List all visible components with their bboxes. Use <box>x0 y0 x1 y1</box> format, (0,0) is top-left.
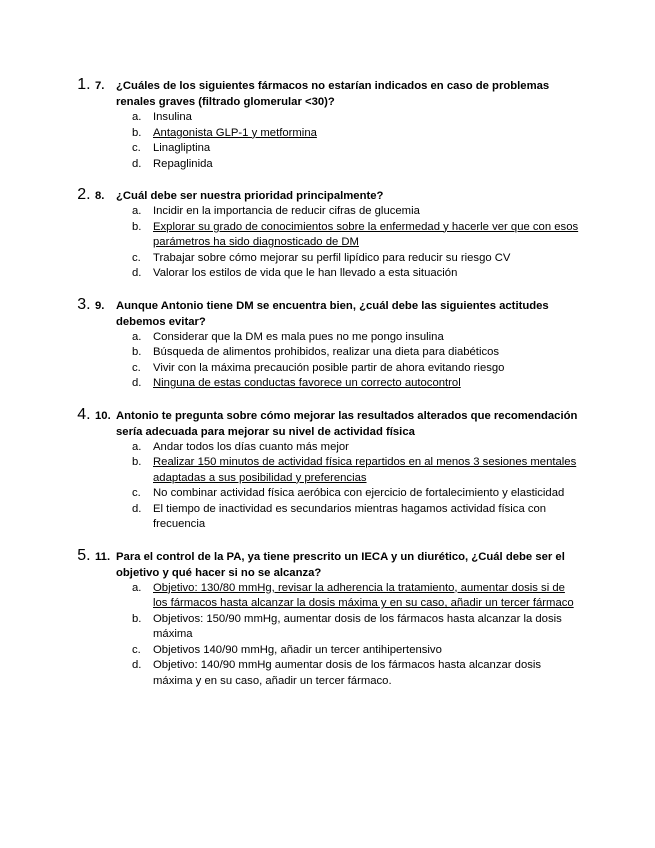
question-number: 2. 8. <box>95 190 105 202</box>
option-text: Insulina <box>153 111 192 123</box>
option-7a[interactable] <box>132 110 580 126</box>
option-9c[interactable] <box>132 361 580 377</box>
option-letter: c. <box>132 251 141 264</box>
option-letter: b. <box>132 126 142 139</box>
option-letter: b. <box>132 612 142 625</box>
option-11b[interactable] <box>132 612 580 643</box>
option-10c[interactable] <box>132 486 580 502</box>
question-7 <box>95 76 580 172</box>
option-list <box>95 110 580 172</box>
option-letter: a. <box>132 581 142 594</box>
option-text: Objetivo: 130/80 mmHg, revisar la adherencia la tratamiento, aumentar dosis si de los fármacos hasta alcanzar la dosis máxima y en su caso, añadir un tercer fármaco <box>153 581 574 609</box>
question-number: 4. 10. <box>95 409 111 422</box>
option-8c[interactable] <box>132 251 580 267</box>
option-list <box>95 204 580 282</box>
option-text: Trabajar sobre cómo mejorar su perfil lipídico para reducir su riesgo CV <box>153 251 511 264</box>
option-9b[interactable] <box>132 345 580 361</box>
question-list <box>95 76 580 703</box>
question-header <box>95 78 580 110</box>
option-10d[interactable] <box>132 502 580 533</box>
question-header <box>95 188 580 204</box>
option-7d[interactable] <box>132 157 580 173</box>
question-10 <box>95 406 580 533</box>
option-text: Valorar los estilos de vida que le han llevado a esta situación <box>153 267 458 279</box>
option-text: Linagliptina <box>153 142 211 154</box>
option-text: Objetivos 140/90 mmHg, añadir un tercer antihipertensivo <box>153 643 442 656</box>
question-number: 1. 7. <box>95 80 105 92</box>
option-letter: d. <box>132 502 142 515</box>
option-letter: b. <box>132 220 142 233</box>
question-number: 3. 9. <box>95 299 105 312</box>
option-text: Objetivos: 150/90 mmHg, aumentar dosis de los fármacos hasta alcanzar la dosis máxima <box>153 612 562 640</box>
option-list <box>95 581 580 690</box>
option-11c[interactable] <box>132 643 580 659</box>
option-letter: c. <box>132 361 141 374</box>
option-text: Ninguna de estas conductas favorece un correcto autocontrol <box>153 377 461 389</box>
option-letter: c. <box>132 142 141 154</box>
option-text: El tiempo de inactividad es secundarios mientras hagamos actividad física con frecuencia <box>153 502 547 530</box>
question-header <box>95 408 580 440</box>
option-letter: a. <box>132 205 142 217</box>
question-text: Antonio te pregunta sobre cómo mejorar las resultados alterados que recomendación sería adecuada para mejorar su nivel de actividad física <box>116 409 578 438</box>
option-9a[interactable] <box>132 330 580 346</box>
question-text: ¿Cuáles de los siguientes fármacos no estarían indicados en caso de problemas renales graves (filtrado glomerular <30)? <box>116 80 550 108</box>
option-letter: d. <box>132 659 142 671</box>
option-letter: c. <box>132 643 141 656</box>
option-letter: c. <box>132 487 141 499</box>
option-text: Incidir en la importancia de reducir cifras de glucemia <box>153 205 420 217</box>
question-9 <box>95 296 580 392</box>
option-11a[interactable] <box>132 581 580 612</box>
option-text: Antagonista GLP-1 y metformina <box>153 126 317 139</box>
question-header <box>95 549 580 581</box>
option-text: Considerar que la DM es mala pues no me pongo insulina <box>153 330 444 343</box>
option-letter: d. <box>132 157 142 170</box>
option-text: Objetivo: 140/90 mmHg aumentar dosis de los fármacos hasta alcanzar dosis máxima y en su caso, añadir un tercer fármaco. <box>153 659 542 687</box>
option-text: Repaglinida <box>153 157 213 170</box>
option-10a[interactable] <box>132 440 580 456</box>
option-list <box>95 330 580 392</box>
option-letter: d. <box>132 377 142 389</box>
option-letter: b. <box>132 456 142 468</box>
option-text: Andar todos los días cuanto más mejor <box>153 440 349 453</box>
question-number: 5. 11. <box>95 550 111 563</box>
option-7c[interactable] <box>132 141 580 157</box>
option-letter: a. <box>132 440 142 453</box>
question-text: ¿Cuál debe ser nuestra prioridad principalmente? <box>116 190 384 202</box>
option-text: Vivir con la máxima precaución posible partir de ahora evitando riesgo <box>153 361 505 374</box>
option-letter: a. <box>132 111 142 123</box>
option-text: No combinar actividad física aeróbica con ejercicio de fortalecimiento y elasticidad <box>153 487 565 499</box>
option-10b[interactable] <box>132 455 580 486</box>
question-8 <box>95 186 580 282</box>
option-letter: a. <box>132 330 142 343</box>
question-11 <box>95 547 580 690</box>
option-9d[interactable] <box>132 376 580 392</box>
option-letter: b. <box>132 346 142 358</box>
option-8b[interactable] <box>132 220 580 251</box>
option-7b[interactable] <box>132 126 580 142</box>
option-text: Realizar 150 minutos de actividad física repartidos en al menos 3 sesiones mentales adaptadas a sus posibilidad y preferencias <box>153 456 577 484</box>
option-text: Explorar su grado de conocimientos sobre la enfermedad y hacerle ver que con esos parámetros ha sido diagnosticado de DM <box>153 220 579 248</box>
option-11d[interactable] <box>132 658 580 689</box>
question-text: Para el control de la PA, ya tiene prescrito un IECA y un diurético, ¿Cuál debe ser el objetivo y qué hacer si no se alcanza? <box>116 550 565 579</box>
question-text: Aunque Antonio tiene DM se encuentra bien, ¿cuál debe las siguientes actitudes debemos evitar? <box>116 299 549 328</box>
option-list <box>95 440 580 533</box>
option-8a[interactable] <box>132 204 580 220</box>
question-header <box>95 298 580 330</box>
option-letter: d. <box>132 267 142 279</box>
option-text: Búsqueda de alimentos prohibidos, realizar una dieta para diabéticos <box>153 346 500 358</box>
option-8d[interactable] <box>132 266 580 282</box>
